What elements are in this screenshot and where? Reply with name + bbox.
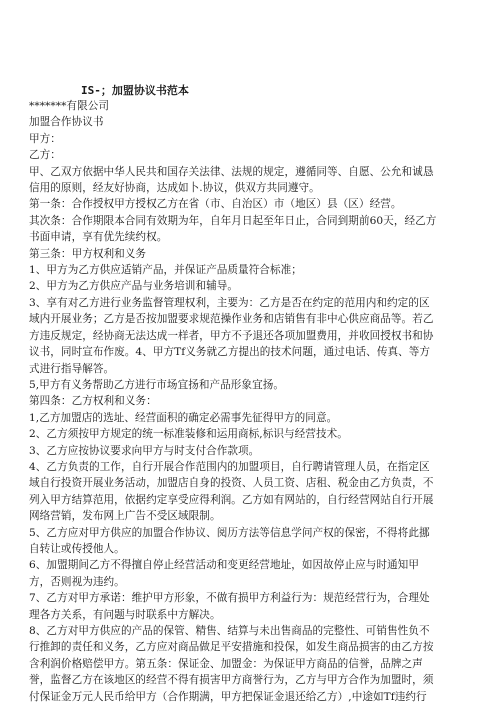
text-line: 书面申请，享有优先续约权。 [29, 231, 168, 244]
clause-2: 其次条：合作期限本合同有效期为年，自年月日起至年日止，合同到期前60天，经乙方 [29, 214, 437, 227]
party-a: 甲方： [29, 132, 61, 145]
text-line: 方，否则视为违约。 [29, 575, 125, 588]
text-line: 4、乙方负责的工作，自行开展合作范围内的加盟项目，自行聘请管理人员，在指定区 [29, 460, 430, 473]
text-line: 行推卸的责任和义务，乙方应对商品做足平安措施和投保，如发生商品损害的由乙方按 [29, 641, 434, 654]
text-line: 3、享有对乙方进行业务监督管理权利，主要为：乙方是否在约定的范用内和约定的区 [29, 296, 430, 309]
text-line: 2、甲方为乙方供应产品与业务培训和辅导。 [29, 280, 239, 293]
text-line: 议书，同时宣布作废。4、甲方Tf义务就乙方提出的技术问题，通过电话、传真、等方 [29, 346, 431, 359]
text-line: 8、乙方对甲方供应的产品的保管、精售、结算与未出售商品的完整性、可销售性负不 [29, 625, 430, 637]
text-line: 含利润价格赔偿甲方。第五条：保证金、加盟金：为保证甲方商品的信誉，品牌之声 [29, 657, 423, 670]
text-line: 列入甲方结算范用，依据约定享受应得利润。乙方如有网站的，自行经营网站自行开展 [29, 493, 434, 506]
text-line: 域自行投资开展业务活动，加盟店自身的投资、人员工资、店租、税金由乙方负责，不 [29, 477, 434, 490]
text-line: 甲、乙双方依据中华人民共和国存关法律、法规的规定，遵循同等、自愿、公允和诚恳 [29, 165, 434, 178]
text-line: 理各方关系，有问题与时联系中方解决。 [29, 608, 221, 621]
agreement-heading: 加盟合作协议书 [29, 116, 104, 129]
text-line: 1,乙方加盟店的选址、经营面积的确定必需事先征得甲方的同意。 [29, 411, 338, 424]
company-name: *******有限公司 [29, 100, 110, 112]
text-line: 2、乙方须按甲方规定的统一标准装修和运用商标,标识与经营技术。 [29, 428, 348, 441]
text-line: 式进行指导解答。 [29, 362, 115, 375]
party-b: 乙方： [29, 149, 61, 162]
text-line: 信用的原则，经友好协商，达成如卜.协议，供双方共同遵守。 [29, 182, 320, 195]
text-line: 7、乙方对甲方承诺：维护甲方形象，不做有损甲方利益行为：规范经营行为，合理处 [29, 592, 430, 605]
text-line: 誉，监督乙方在该地区的经营不得有损害甲方商誉行为，乙方与甲方合作为加盟时，须 [29, 674, 434, 687]
text-line: 3、乙方应按协议要求向甲方与时支付合作款项。 [29, 444, 260, 457]
text-line: 网络营销，发布网上广告不受区域限制。 [29, 510, 221, 523]
text-line: 付保证金万元人民币给甲方（合作期满，甲方把保证金退还给乙方）,中途如Tf违约行 [29, 690, 427, 703]
clause-4-heading: 第四条：乙方权利和义务： [29, 395, 157, 408]
text-line: 方违反规定，经协商无法达成一样者，甲方不予退还各项加盟费用，并收回授权书和协 [29, 329, 434, 342]
clause-1: 第一条：合作授权甲方授权乙方在省（市、自治区）市（地区）县（区）经营。 [29, 198, 402, 211]
text-line: 1、甲方为乙方供应适销产品，并保证产品质量符合标准； [29, 264, 302, 277]
text-line: 域内开展业务；乙方是否按加盟要求规范操作业务和店销售有非中心供应商品等。若乙 [29, 313, 434, 326]
text-line: 5、乙方应对甲方供应的加盟合作协议、阅历方法等信息学问产权的保密，不得将此挪 [29, 526, 430, 539]
document-title-text: IS-；加盟协议书范本 [81, 84, 189, 97]
document-title [29, 84, 474, 98]
text-line: 自转让或传授他人。 [29, 542, 125, 555]
text-line: 5,甲方有义务帮助乙方进行市场宜扬和产品形象宜扬。 [29, 378, 285, 391]
text-line: 6、加盟期间乙方不得擅自停止经营活动和变更经营地址，如因故停止应与时通知甲 [29, 559, 419, 572]
clause-3-heading: 第三条：甲方权利和义务 [29, 247, 147, 260]
